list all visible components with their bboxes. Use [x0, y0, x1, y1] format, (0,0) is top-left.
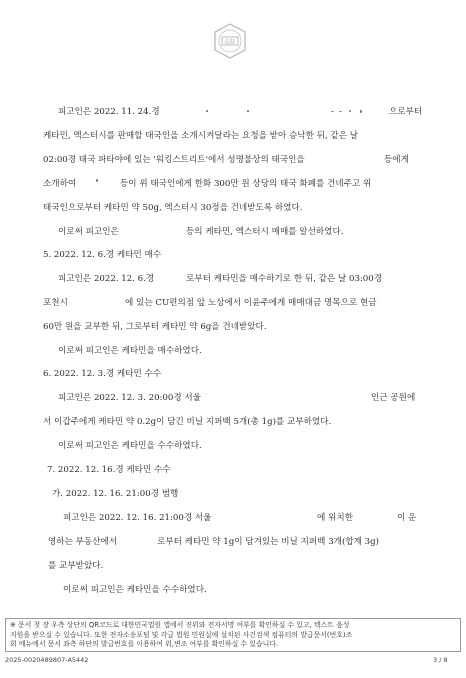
- body-line: 이로써 피고인은 케타민을 매수하였다.: [58, 346, 202, 356]
- body-line: 로부터 케타민을 매수하기로 한 뒤, 같은 날 03:00경: [186, 274, 383, 284]
- body-line: 인근 공원에: [371, 393, 416, 403]
- body-line: 태국인으로부터 케타민 약 50g, 엑스터시 30정을 건네받도록 하였다.: [43, 203, 303, 213]
- issue-number: 2025-0020489807-A5442: [5, 656, 89, 664]
- body-line: 등의 케타민, 엑스터시 매매를 알선하였다.: [186, 227, 344, 237]
- verification-notice: [5, 618, 461, 652]
- body-line: 이로써 피고인은 케타민을 수수하였다.: [58, 441, 202, 451]
- body-line: 포천시: [43, 298, 68, 308]
- subsection-heading: 가. 2022. 12. 16. 21:00경 범행: [52, 489, 179, 499]
- scan-speck: [360, 110, 362, 113]
- scan-speck: [206, 110, 208, 112]
- notice-line: 지원을 받으실 수 있습니다. 또한 전자소송포털 및 각급 법원 민원실에 설치된 사건검색 컴퓨터의 발급문서(번호)조: [10, 630, 353, 639]
- body-line: 를 교부받았다.: [48, 561, 104, 571]
- body-line: 이로써 피고인은: [58, 227, 119, 237]
- scan-speck: [96, 179, 98, 182]
- body-line: 60만 원을 교부한 뒤, 그로부터 케타민 약 6g을 건네받았다.: [43, 322, 267, 332]
- body-line: 이 운: [397, 513, 417, 523]
- body-line: 서 이갑주에게 케타민 약 0.2g이 담긴 비닐 지퍼백 5개(총 1g)를 교부하였다.: [43, 417, 332, 427]
- section-heading: 7. 2022. 12. 16.경 케타민 수수: [47, 465, 171, 475]
- body-line: 으로부터: [389, 107, 423, 117]
- body-line: 피고인은 2022. 11. 24.경: [58, 107, 160, 117]
- body-line: 에 위치한: [317, 513, 353, 523]
- notice-line: 회 메뉴에서 문서 좌측 하단의 발급번호를 이용하여 위,변조 여부를 확인하실 수 있습니다.: [10, 640, 279, 649]
- section-heading: 6. 2022. 12. 3.경 케타민 수수: [43, 369, 162, 379]
- page-number: 3 / 8: [433, 656, 448, 664]
- body-line: 영하는 부동산에서: [48, 537, 118, 547]
- body-line: 소개하여: [43, 179, 77, 189]
- body-line: 로부터 케타민 약 1g이 담겨있는 비닐 지퍼백 3개(합계 3g): [157, 537, 379, 547]
- body-line: 피고인은 2022. 12. 16. 21:00경 서울: [63, 513, 212, 523]
- scan-speck: [247, 110, 249, 112]
- body-line: 피고인은 2022. 12. 3. 20:00경 서울: [58, 393, 202, 403]
- scan-speck: [349, 110, 351, 112]
- body-line: 등이 위 태국인에게 한화 300만 원 상당의 태국 화폐를 건네주고 위: [120, 179, 372, 189]
- body-line: 케타민, 엑스터시를 판매할 태국인을 소개시켜달라는 요청을 받아 승낙한 뒤, 같은 날: [43, 131, 359, 141]
- notice-line: ※ 문서 첫 장 우측 상단의 QR코드로 대한민국법원 앱에서 진위와 전자서명 여부를 확인하실 수 있고, 텍스트 음성: [10, 621, 350, 629]
- court-seal-icon: [211, 22, 249, 60]
- body-line: 등에게: [384, 155, 409, 165]
- section-heading: 5. 2022. 12. 6.경 케타민 매수: [43, 250, 162, 260]
- body-line: 02:00경 태국 파타야에 있는 '워킹스트리트'에서 성명불상의 태국인을: [43, 155, 305, 165]
- body-line: 이로써 피고인은 케타민을 수수하였다.: [63, 585, 207, 595]
- scan-speck: [339, 111, 342, 112]
- seal-text: 法院: [224, 39, 236, 46]
- scan-speck: [331, 111, 334, 112]
- body-line: 피고인은 2022. 12. 6.경: [58, 274, 155, 284]
- body-line: 에 있는 CU편의점 앞 노상에서 이윤주에게 매매대금 명목으로 현금: [125, 298, 377, 308]
